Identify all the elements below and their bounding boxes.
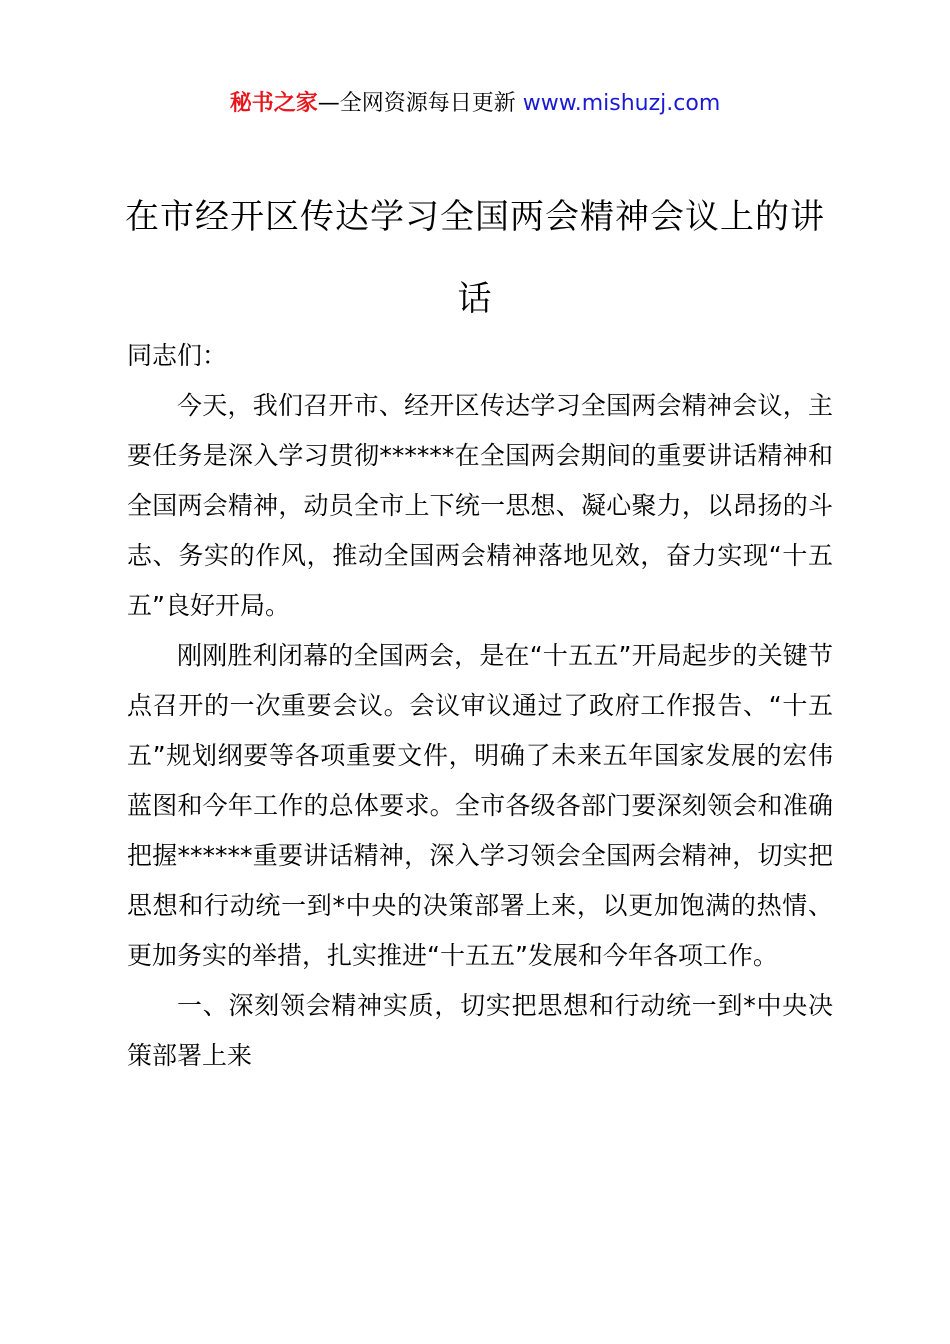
paragraph-2: 刚刚胜利闭幕的全国两会，是在“十五五”开局起步的关键节点召开的一次重要会议。会议审议通过了政府工作报告、“十五五”规划纲要等各项重要文件，明确了未来五年国家发展的宏伟蓝图和今年工作的总体要求。全市各级各部门要深刻领会和准确把握******重要讲话精神，深入学习领会全国两会精神，切实把思想和行动统一到*中央的决策部署上来，以更加饱满的热情、更加务实的举措，扎实推进“十五五”发展和今年各项工作。	[127, 641, 833, 970]
section-heading: 一、深刻领会精神实质，切实把思想和行动统一到*中央决策部署上来	[127, 991, 833, 1070]
brand-name: 秘书之家	[229, 91, 318, 116]
salutation: 同志们：	[127, 341, 228, 370]
header-tagline: —全网资源每日更新	[317, 91, 516, 116]
page-header	[0, 86, 950, 122]
document-body	[127, 331, 833, 1081]
paragraph-1: 今天，我们召开市、经开区传达学习全国两会精神会议，主要任务是深入学习贯彻******在全国两会期间的重要讲话精神和全国两会精神，动员全市上下统一思想、凝心聚力，以昂扬的斗志、务实的作风，推动全国两会精神落地见效，奋力实现“十五五”良好开局。	[127, 391, 833, 620]
document-title: 在市经开区传达学习全国两会精神会议上的讲话	[125, 197, 825, 319]
website-link[interactable]: www.mishuzj.com	[522, 91, 721, 116]
